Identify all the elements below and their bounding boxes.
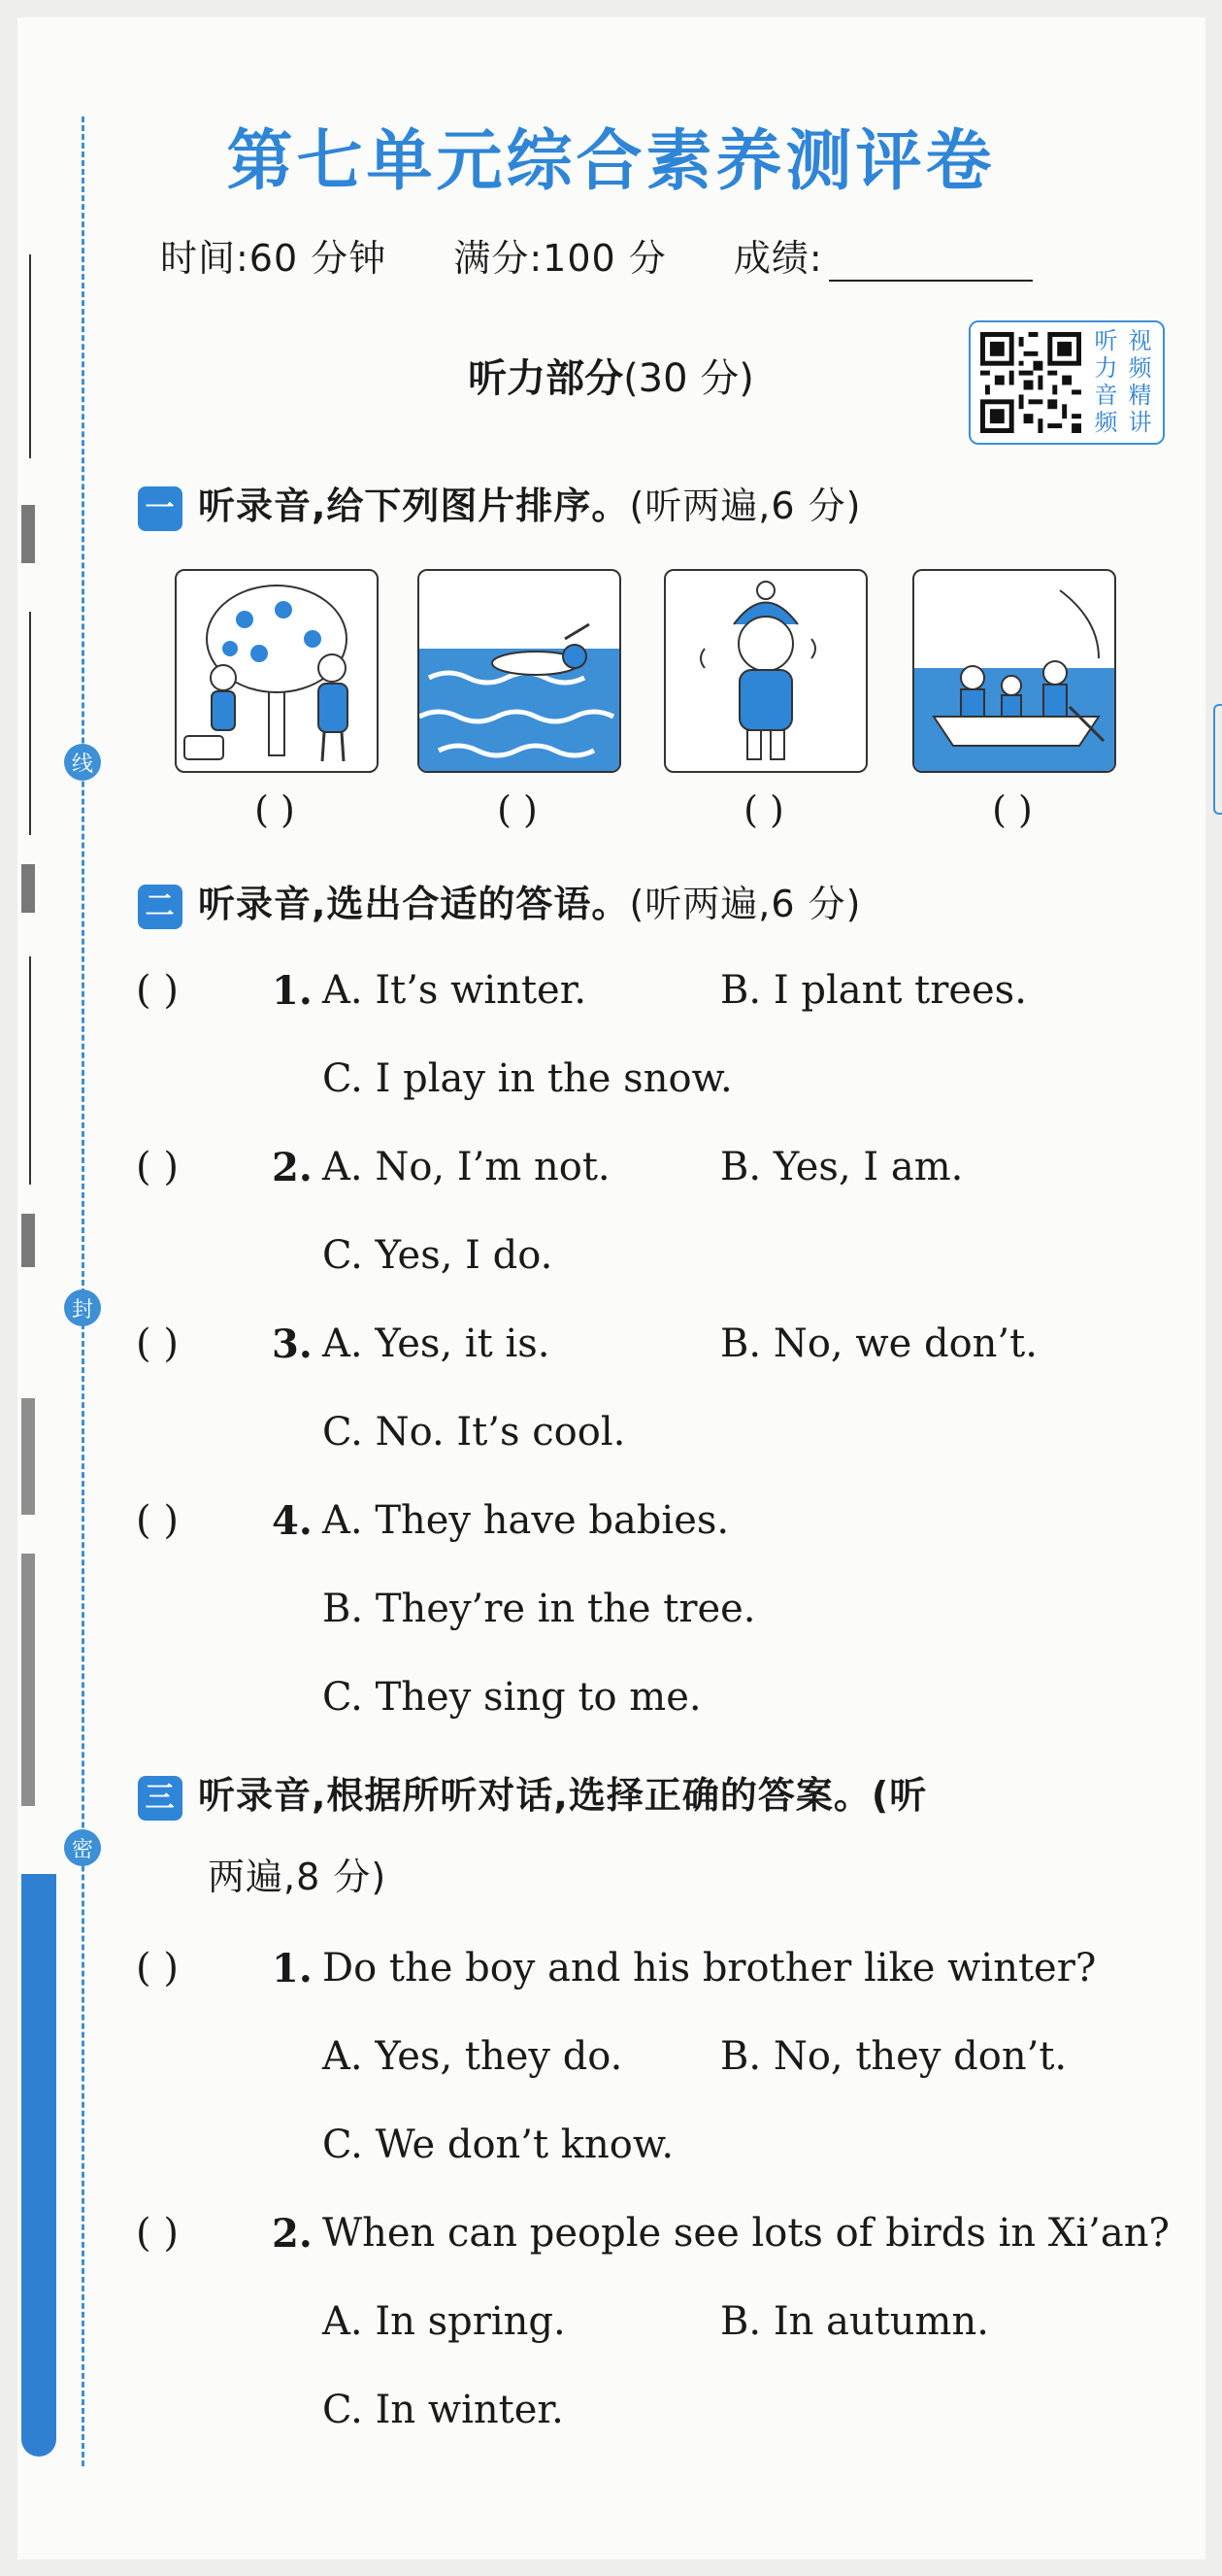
section1-rule: (听两遍,6 分)	[629, 485, 862, 527]
qr-code-icon[interactable]	[980, 332, 1081, 433]
answer-bracket[interactable]: ( )	[136, 1321, 179, 1366]
option-c[interactable]: C. We don’t know.	[322, 2123, 675, 2167]
section1-instruction: 听录音,给下列图片排序。	[198, 485, 630, 527]
qr-caption	[1089, 328, 1157, 437]
option-b[interactable]: B. No, they don’t.	[720, 2034, 1068, 2079]
margin-label-fragment	[21, 1554, 35, 1806]
qr-char: 讲	[1128, 409, 1152, 436]
section2-heading	[138, 874, 861, 929]
section3-instruction: 听录音,根据所听对话,选择正确的答案。(听	[198, 1774, 928, 1817]
section2-instruction: 听录音,选出合适的答语。	[198, 883, 630, 925]
winter-cold-boy-icon	[666, 571, 866, 771]
seal-xian: 线	[64, 744, 101, 781]
margin-label-fragment	[21, 864, 35, 913]
exam-meta	[160, 228, 1087, 282]
section1-heading	[138, 476, 861, 531]
margin-label-fragment	[21, 1398, 35, 1515]
option-b[interactable]: B. In autumn.	[720, 2299, 989, 2344]
margin-label-fragment	[21, 1214, 35, 1267]
page-title: 第七单元综合素养测评卷	[226, 123, 996, 200]
apple-picking-icon	[177, 571, 377, 771]
option-c[interactable]: C. No. It’s cool.	[322, 1410, 626, 1455]
picture-4-answer[interactable]: ( )	[992, 788, 1033, 831]
option-c[interactable]: C. Yes, I do.	[322, 1233, 553, 1278]
section3-number-badge: 三	[138, 1776, 182, 1821]
question-number: 1.	[272, 968, 313, 1014]
section3-heading	[138, 1765, 928, 1898]
qr-char: 视	[1128, 327, 1152, 354]
margin-blank-line	[29, 956, 31, 1185]
picture-1	[175, 569, 379, 773]
question-number: 1.	[272, 1946, 313, 1991]
part-score: (30 分)	[623, 356, 754, 401]
option-a[interactable]: A. Yes, they do.	[322, 2034, 623, 2079]
picture-1-answer[interactable]: ( )	[254, 788, 295, 831]
qr-char: 力	[1094, 354, 1118, 382]
option-b[interactable]: B. Yes, I am.	[720, 1145, 964, 1189]
page-edge-tab	[1213, 704, 1222, 815]
option-a[interactable]: A. No, I’m not.	[322, 1145, 611, 1189]
picture-2	[417, 569, 621, 773]
question-number: 2.	[272, 2211, 313, 2257]
option-a[interactable]: A. Yes, it is.	[322, 1321, 550, 1366]
boating-family-icon	[914, 571, 1114, 771]
qr-char: 频	[1094, 409, 1118, 436]
answer-bracket[interactable]: ( )	[136, 1498, 179, 1543]
score-blank[interactable]	[829, 249, 1033, 282]
part-title-text: 听力部分	[468, 356, 624, 401]
section2-rule: (听两遍,6 分)	[629, 883, 862, 925]
qr-char: 听	[1094, 327, 1118, 354]
score-label: 成绩:	[733, 237, 823, 280]
option-b[interactable]: B. I plant trees.	[720, 968, 1027, 1013]
option-a[interactable]: A. They have babies.	[322, 1498, 730, 1543]
option-b[interactable]: B. They’re in the tree.	[322, 1587, 756, 1631]
picture-3-answer[interactable]: ( )	[743, 788, 784, 831]
answer-bracket[interactable]: ( )	[136, 2211, 179, 2256]
qr-char: 精	[1128, 382, 1152, 409]
seal-mi: 密	[64, 1829, 101, 1866]
picture-4	[912, 569, 1116, 773]
section2-number-badge: 二	[138, 885, 182, 929]
swimming-icon	[419, 571, 619, 771]
option-a[interactable]: A. In spring.	[322, 2299, 566, 2344]
option-c[interactable]: C. In winter.	[322, 2388, 564, 2432]
question-number: 3.	[272, 1321, 313, 1367]
exam-time: 时间:60 分钟	[160, 237, 387, 280]
section3-rule: 两遍,8 分)	[208, 1856, 387, 1898]
margin-blank-line	[29, 612, 31, 835]
question-number: 4.	[272, 1498, 313, 1544]
exam-full-score: 满分:100 分	[453, 237, 667, 280]
question-stem: When can people see lots of birds in Xi’an?	[322, 2211, 1170, 2256]
qr-char: 音	[1094, 382, 1118, 409]
question-stem: Do the boy and his brother like winter?	[322, 1946, 1097, 1991]
option-c[interactable]: C. I play in the snow.	[322, 1056, 733, 1101]
qr-char: 频	[1128, 354, 1152, 382]
publisher-brand-strip	[21, 1874, 56, 2457]
answer-bracket[interactable]: ( )	[136, 1145, 179, 1189]
option-c[interactable]: C. They sing to me.	[322, 1675, 702, 1720]
seal-feng: 封	[64, 1289, 101, 1326]
qr-card[interactable]	[969, 320, 1165, 445]
answer-bracket[interactable]: ( )	[136, 968, 179, 1013]
question-number: 2.	[272, 1145, 313, 1190]
answer-bracket[interactable]: ( )	[136, 1946, 179, 1991]
picture-2-answer[interactable]: ( )	[497, 788, 538, 831]
picture-3	[664, 569, 868, 773]
margin-label-fragment	[21, 505, 35, 563]
option-b[interactable]: B. No, we don’t.	[720, 1321, 1038, 1366]
option-a[interactable]: A. It’s winter.	[322, 968, 587, 1013]
section1-number-badge: 一	[138, 486, 182, 531]
